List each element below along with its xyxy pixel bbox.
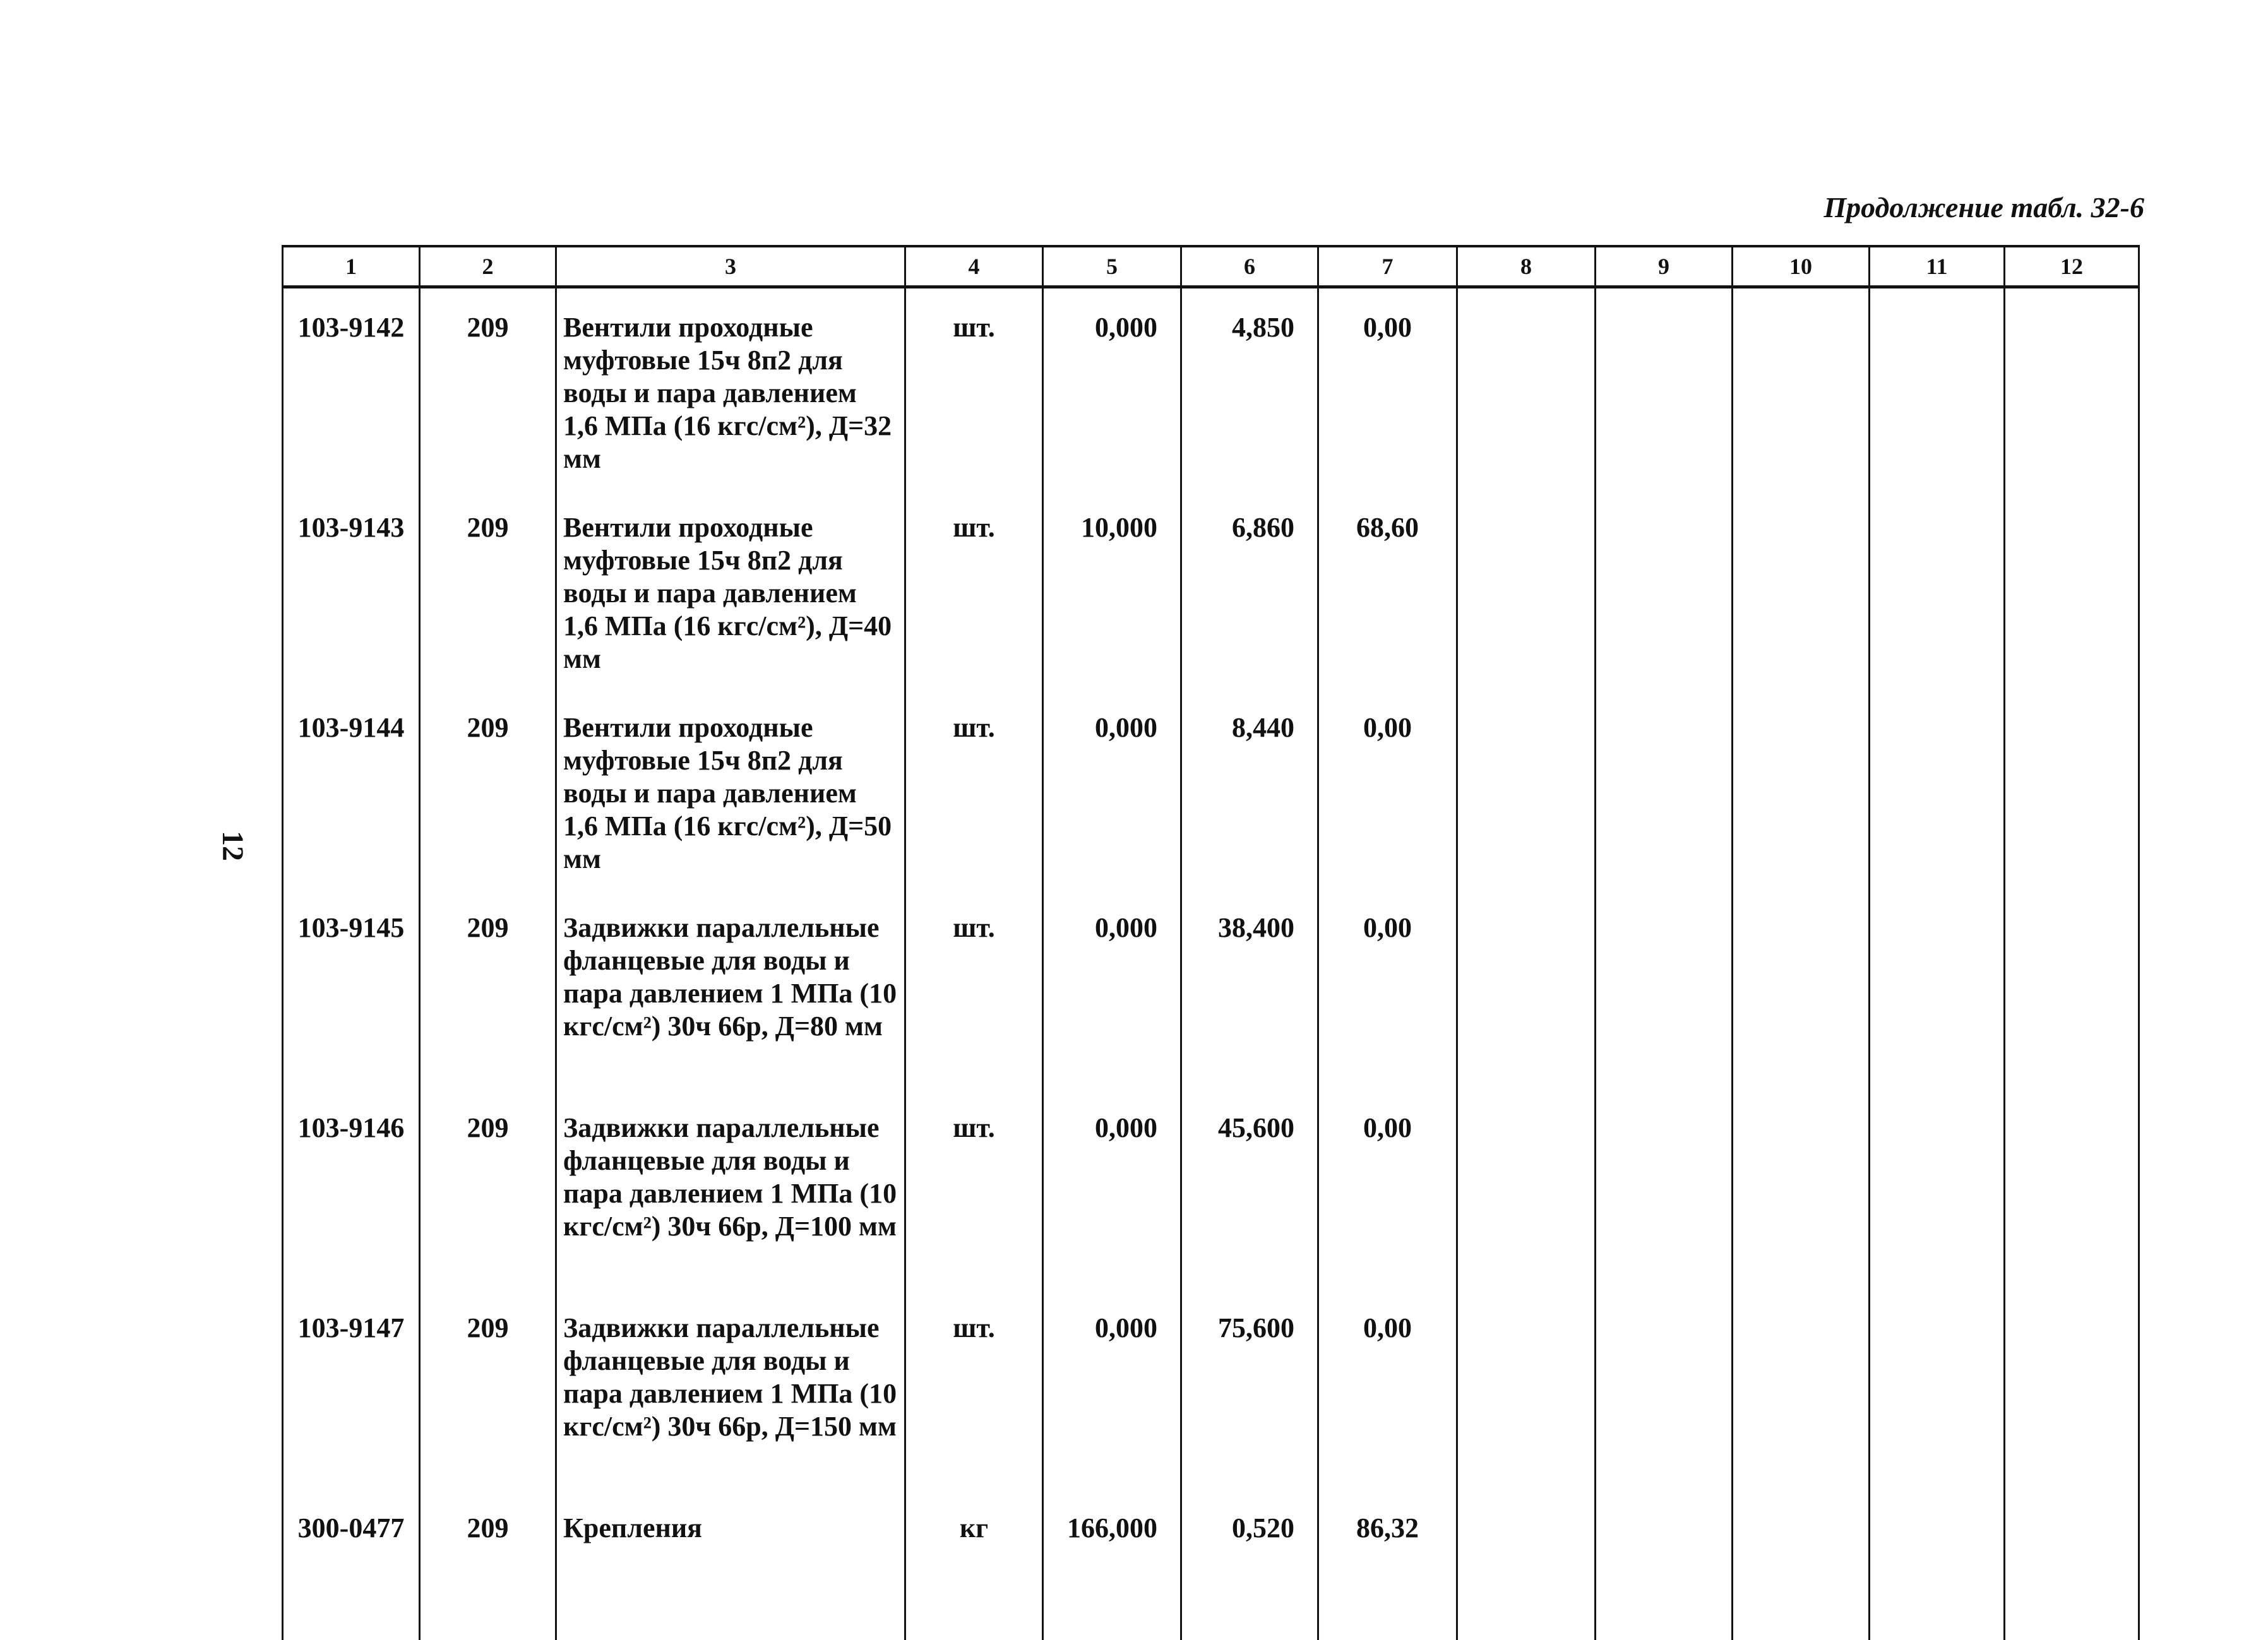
total-cost: 68,60 [1318,489,1457,689]
header-row [283,246,2139,287]
unit: шт. [905,1089,1043,1289]
quantity: 0,000 [1043,1089,1181,1289]
unit-price: 45,600 [1181,1089,1318,1289]
empty-cell [1870,1489,2005,1640]
group-code: 209 [420,489,556,689]
quantity: 0,000 [1043,1289,1181,1489]
group-code: 209 [420,889,556,1089]
empty-cell [1596,1289,1733,1489]
resource-name: Задвижки параллельные фланцевые для воды и пара давлением 1 МПа (10 кгс/см²) 30ч 66р, Д=100 мм [556,1089,905,1289]
unit-price: 38,400 [1181,889,1318,1089]
group-code: 209 [420,689,556,889]
resource-code: 103-9146 [283,1089,420,1289]
column-header: 7 [1318,246,1457,287]
column-header: 11 [1870,246,2005,287]
empty-cell [2005,1289,2139,1489]
column-header: 4 [905,246,1043,287]
empty-cell [1596,489,1733,689]
group-code: 209 [420,1489,556,1640]
quantity: 0,000 [1043,287,1181,489]
resource-code: 300-0477 [283,1489,420,1640]
empty-cell [1733,287,1870,489]
empty-cell [1457,489,1596,689]
empty-cell [1457,689,1596,889]
unit: шт. [905,1289,1043,1489]
unit-price: 75,600 [1181,1289,1318,1489]
empty-cell [1733,1289,1870,1489]
group-code: 209 [420,1289,556,1489]
table-row [283,1089,2139,1289]
empty-cell [1596,1089,1733,1289]
resource-code: 103-9142 [283,287,420,489]
empty-cell [1870,287,2005,489]
unit-price: 0,520 [1181,1489,1318,1640]
empty-cell [1457,889,1596,1089]
column-header: 2 [420,246,556,287]
empty-cell [1870,689,2005,889]
price-table [282,245,2140,1640]
unit-price: 6,860 [1181,489,1318,689]
resource-code: 103-9144 [283,689,420,889]
table-row [283,1489,2139,1640]
resource-name: Крепления [556,1489,905,1640]
quantity: 10,000 [1043,489,1181,689]
empty-cell [1457,1289,1596,1489]
table-row [283,287,2139,489]
empty-cell [1596,689,1733,889]
resource-name: Задвижки параллельные фланцевые для воды и пара давлением 1 МПа (10 кгс/см²) 30ч 66р, Д=80 мм [556,889,905,1089]
total-cost: 0,00 [1318,1289,1457,1489]
table-row [283,889,2139,1089]
total-cost: 0,00 [1318,889,1457,1089]
unit: шт. [905,689,1043,889]
column-header: 3 [556,246,905,287]
resource-name: Задвижки параллельные фланцевые для воды и пара давлением 1 МПа (10 кгс/см²) 30ч 66р, Д=150 мм [556,1289,905,1489]
empty-cell [1733,489,1870,689]
unit: шт. [905,889,1043,1089]
empty-cell [1870,1089,2005,1289]
unit-price: 8,440 [1181,689,1318,889]
column-header: 5 [1043,246,1181,287]
empty-cell [1596,889,1733,1089]
group-code: 209 [420,287,556,489]
resource-name: Вентили проходные муфтовые 15ч 8п2 для воды и пара давлением 1,6 МПа (16 кгс/см²), Д=40 мм [556,489,905,689]
empty-cell [1733,689,1870,889]
total-cost: 0,00 [1318,287,1457,489]
empty-cell [1733,1089,1870,1289]
total-cost: 0,00 [1318,689,1457,889]
group-code: 209 [420,1089,556,1289]
column-header: 6 [1181,246,1318,287]
column-header: 10 [1733,246,1870,287]
empty-cell [2005,689,2139,889]
empty-cell [1733,889,1870,1089]
empty-cell [2005,287,2139,489]
empty-cell [1596,1489,1733,1640]
table-caption: Продолжение табл. 32-6 [1823,191,2144,223]
resource-name: Вентили проходные муфтовые 15ч 8п2 для воды и пара давлением 1,6 МПа (16 кгс/см²), Д=50 мм [556,689,905,889]
unit: шт. [905,287,1043,489]
column-header: 8 [1457,246,1596,287]
resource-code: 103-9147 [283,1289,420,1489]
empty-cell [1870,889,2005,1089]
total-cost: 86,32 [1318,1489,1457,1640]
resource-code: 103-9143 [283,489,420,689]
empty-cell [1457,287,1596,489]
resource-name: Вентили проходные муфтовые 15ч 8п2 для воды и пара давлением 1,6 МПа (16 кгс/см²), Д=32 мм [556,287,905,489]
empty-cell [1457,1489,1596,1640]
page-number: 12 [216,831,249,861]
empty-cell [1733,1489,1870,1640]
empty-cell [2005,889,2139,1089]
quantity: 0,000 [1043,689,1181,889]
empty-cell [1870,489,2005,689]
quantity: 166,000 [1043,1489,1181,1640]
unit: кг [905,1489,1043,1640]
table-row [283,689,2139,889]
unit: шт. [905,489,1043,689]
column-header: 1 [283,246,420,287]
empty-cell [2005,1089,2139,1289]
empty-cell [2005,1489,2139,1640]
empty-cell [1457,1089,1596,1289]
empty-cell [1596,287,1733,489]
empty-cell [2005,489,2139,689]
empty-cell [1870,1289,2005,1489]
table-row [283,1289,2139,1489]
resource-code: 103-9145 [283,889,420,1089]
total-cost: 0,00 [1318,1089,1457,1289]
quantity: 0,000 [1043,889,1181,1089]
column-header: 9 [1596,246,1733,287]
unit-price: 4,850 [1181,287,1318,489]
table-row [283,489,2139,689]
column-header: 12 [2005,246,2139,287]
